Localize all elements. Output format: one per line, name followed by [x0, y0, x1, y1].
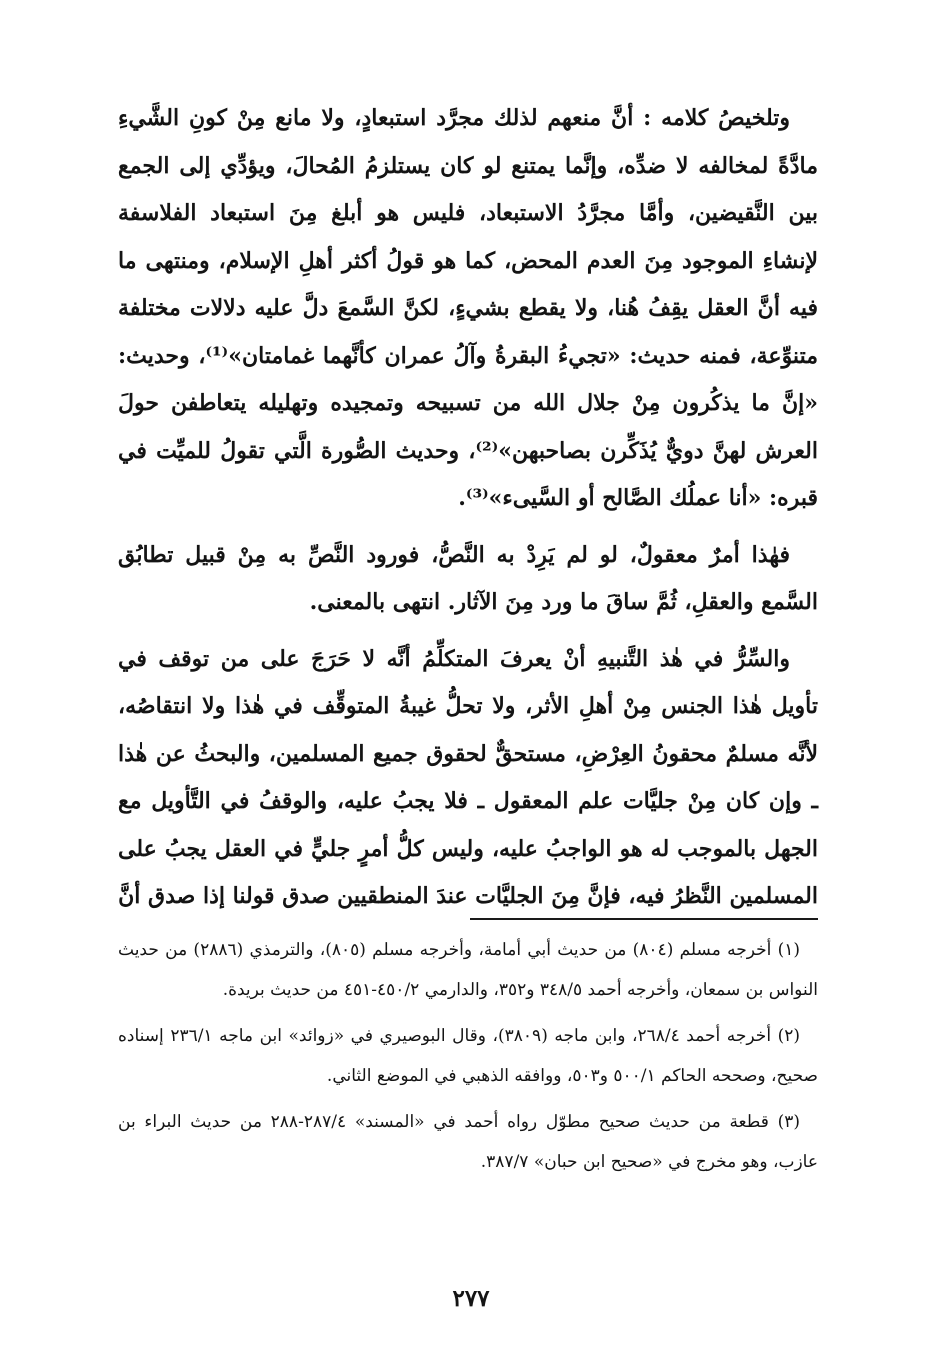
footnotes: [118, 930, 818, 1182]
footnote-3: (٣) قطعة من حديث صحيح مطوّل رواه أحمد في «المسند» ٢٨٧/٤-٢٨٨ من حديث البراء بن عازب، وهو مخرج في «صحيح ابن حبان» ٣٨٧/٧.: [118, 1112, 818, 1172]
paragraph-1: وتلخيصُ كلامه : أنَّ منعهم لذلك مجرَّد استبعادٍ، ولا مانع مِنْ كونِ الشَّيءِ مادَّةً لمخالفه لا ضدِّه، وإنَّما يمتنع لو كان يستلزمُ المُحالَ، ويؤدِّي إلى الجمع بين النَّقيضين، وأمَّا مجرَّدُ الاستبعاد، فليس هو أبلغ مِنَ استبعاد الفلاسفة لإنشاءِ الموجود مِنَ العدم المحض، كما هو قولُ أكثر أهلِ الإسلام، ومنتهى ما فيه أنَّ العقل يقِفُ هُنا، ولا يقطع بشيءٍ، لكنَّ السَّمعَ دلَّ عليه دلالات مختلفة متنوِّعة، فمنه حديث: «تجيءُ البقرةُ وآلُ عمران كأنَّهما غمامتان»⁽¹⁾، وحديث: «إنَّ ما يذكُرون مِنْ جلال الله من تسبيحه وتمجيده وتهليله يتعاطفن حولَ العرش لهنَّ دويٌّ يُذَكِّرن بصاحبهن»⁽²⁾، وحديث الصُّورة الَّتي تقولُ للميِّت في قبره: «أنا عملُك الصَّالح أو السَّيىء»⁽³⁾.: [118, 105, 818, 511]
paragraph-2: فهٰذا أمرٌ معقولٌ، لو لم يَرِدْ به النَّصُّ، فورود النَّصِّ به مِنْ قبيل تطابُق السَّمع والعقلِ، ثُمَّ ساقَ ما ورد مِنَ الآثار. انتهى بالمعنى.: [118, 541, 818, 615]
page-number: ٢٧٧: [452, 1285, 490, 1312]
footnote-1: (١) أخرجه مسلم (٨٠٤) من حديث أبي أمامة، وأخرجه مسلم (٨٠٥)، والترمذي (٢٨٨٦) من حديث النواس بن سمعان، وأخرجه أحمد ٣٤٨/٥ و٣٥٢، والدارمي ٤٥٠/٢-٤٥١ من حديث بريدة.: [118, 940, 818, 1000]
footnote-separator: [470, 918, 818, 920]
paragraph-3: والسِّرُّ في هٰذ التَّنبيهِ أنْ يعرفَ المتكلِّمُ أنَّه لا حَرَجَ على من توقف في تأويل هٰذا الجنس مِنْ أهلِ الأثر، ولا تحلُّ غيبةُ المتوقِّف في هٰذا ولا انتقاصُه، لأنَّه مسلمٌ محقونُ العِرْضِ، مستحقٌّ لحقوق جميع المسلمين، والبحثُ عن هٰذا ـ وإن كان مِنْ جليَّات علم المعقول ـ فلا يجبُ عليه، والوقفُ في التَّأويل مع الجهل بالموجب له هو الواجبُ عليه، وليس كلُّ أمرٍ جليٍّ في العقل يجبُ على المسلمين النَّظرُ فيه، فإنَّ مِنَ الجليَّات عندَ المنطقيين صدق قولنا إذا صدق أنَّ: [118, 645, 818, 909]
main-text: [118, 95, 818, 921]
footnote-2: (٢) أخرجه أحمد ٢٦٨/٤، وابن ماجه (٣٨٠٩)، وقال البوصيري في «زوائد» ابن ماجه ٢٣٦/١ إسناده صحيح، وصححه الحاكم ٥٠٠/١ و٥٠٣، ووافقه الذهبي في الموضع الثاني.: [118, 1026, 818, 1086]
